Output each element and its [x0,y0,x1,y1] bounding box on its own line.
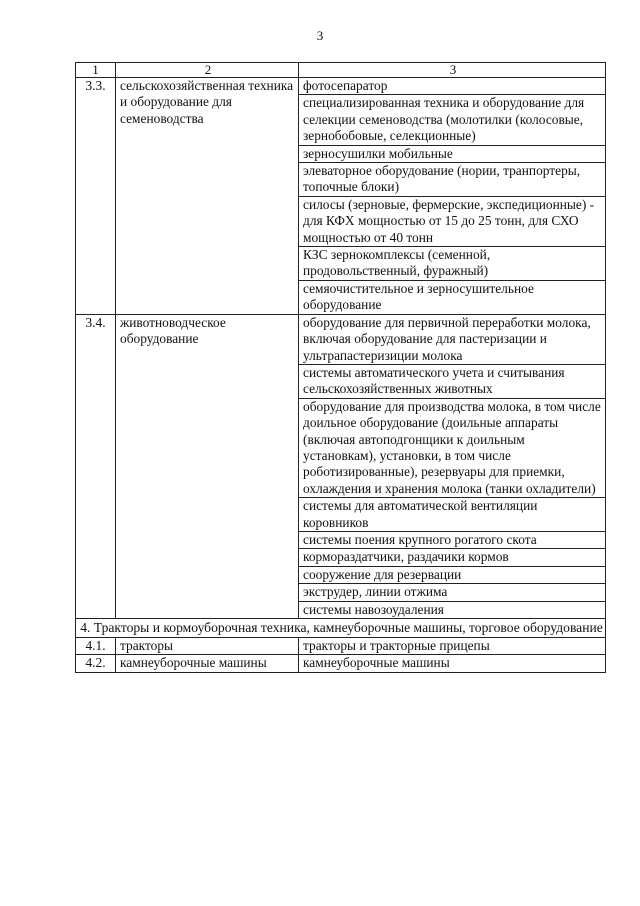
row-number: 4.2. [76,655,116,672]
equipment-table [75,62,606,673]
table-row [76,314,606,618]
list-item: системы навозоудаления [303,601,444,617]
row-number: 3.3. [76,78,116,315]
row-category: сельскохозяйственная техника и оборудование для семеноводства [116,78,299,315]
row-category: животноводческое оборудование [116,314,299,618]
table-header-row [76,63,606,78]
page-number: 3 [316,28,324,43]
row-category: камнеуборочные машины [116,655,299,672]
row-item: камнеуборочные машины [299,655,606,672]
list-item: кормораздатчики, раздачики кормов [299,549,605,566]
list-item: зерносушилки мобильные [299,146,605,163]
row-category: тракторы [116,638,299,655]
list-item: экструдер, линии отжима [299,584,605,601]
list-item: системы автоматического учета и считывания сельскохозяйственных животных [299,365,605,399]
header-col-1: 1 [76,63,116,78]
list-item: оборудование для первичной переработки молока, включая оборудование для пастеризации и ультрапастеризиции молока [299,315,605,365]
list-item: специализированная техника и оборудование для селекции семеноводства (молотилки (колосовые, зернобобовые, селекционные) [299,95,605,145]
table-row [76,638,606,655]
list-item: системы для автоматической вентиляции коровников [299,498,605,532]
row-items [299,314,606,618]
table-row [76,655,606,672]
row-number: 4.1. [76,638,116,655]
list-item: семяочистительное и зерносушительное оборудование [303,280,534,313]
header-col-2: 2 [116,63,299,78]
table-row [76,78,606,315]
section-row [76,619,606,638]
header-col-3: 3 [299,63,606,78]
list-item: элеваторное оборудование (нории, транпортеры, топочные блоки) [299,163,605,197]
section-title: 4. Тракторы и кормоуборочная техника, камнеуборочные машины, торговое оборудование [76,619,606,638]
row-item: тракторы и тракторные прицепы [299,638,606,655]
list-item: силосы (зерновые, фермерские, экспедиционные) - для КФХ мощностью от 15 до 25 тонн, для СХО мощностью от 40 тонн [299,197,605,247]
row-number: 3.4. [76,314,116,618]
list-item: оборудование для производства молока, в том числе доильное оборудование (доильные аппараты (включая автоподгонщики к доильным установкам), установки, в том числе роботизированные), резервуары для приемки, охлаждения и хранения молока (танки охладители) [299,399,605,498]
list-item: КЗС зернокомплексы (семенной, продовольственный, фуражный) [299,247,605,281]
list-item: сооружение для резервации [299,567,605,584]
list-item: системы поения крупного рогатого скота [299,532,605,549]
list-item: фотосепаратор [299,78,605,95]
row-items [299,78,606,315]
